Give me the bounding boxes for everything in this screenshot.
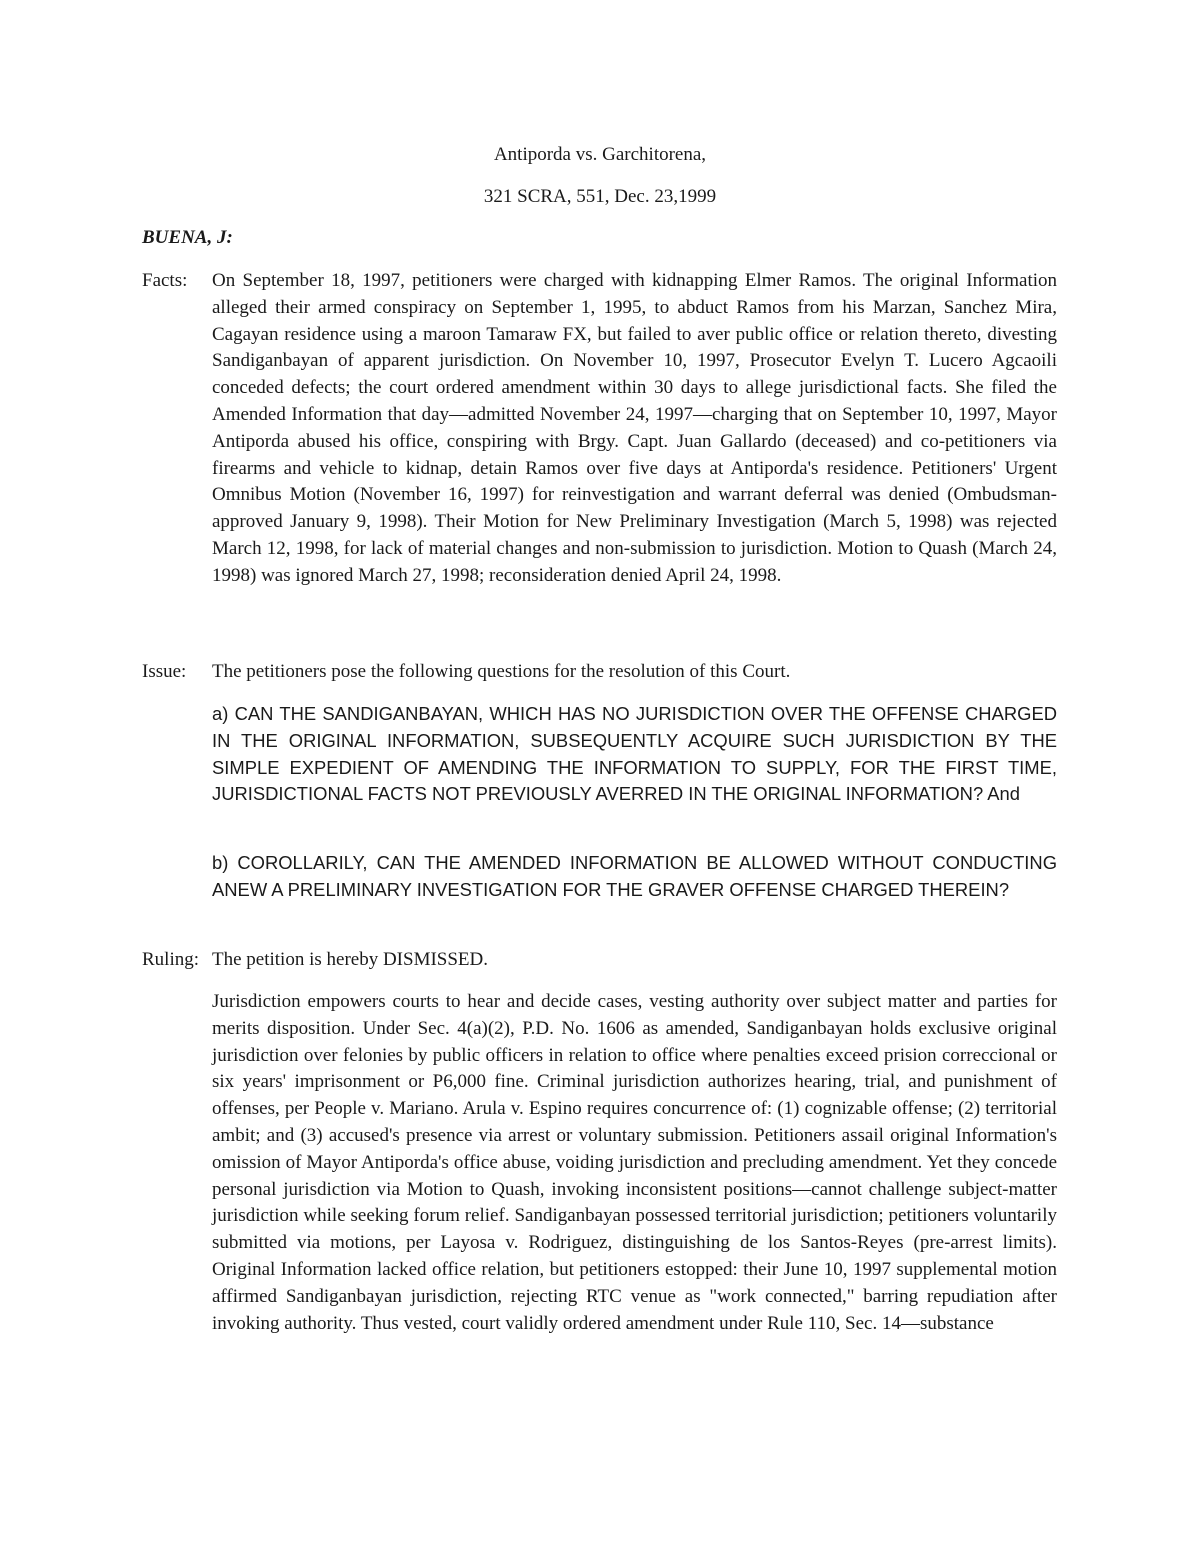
ruling-label: Ruling:: [142, 949, 200, 970]
issue-question-b: b) COROLLARILY, CAN THE AMENDED INFORMATION BE ALLOWED WITHOUT CONDUCTING ANEW A PRELIMINARY INVESTIGATION FOR THE GRAVER OFFENSE CHARGED THEREIN?: [212, 852, 1057, 900]
facts-label: Facts:: [142, 270, 188, 291]
case-citation: 321 SCRA, 551, Dec. 23,1999: [483, 186, 717, 207]
ruling-disposition: The petition is hereby DISMISSED.: [212, 949, 489, 970]
issue-question-a: a) CAN THE SANDIGANBAYAN, WHICH HAS NO JURISDICTION OVER THE OFFENSE CHARGED IN THE ORIGINAL INFORMATION, SUBSEQUENTLY ACQUIRE SUCH JURISDICTION BY THE SIMPLE EXPEDIENT OF AMENDING THE INFORMATION TO SUPPLY, FOR THE FIRST TIME, JURISDICTIONAL FACTS NOT PREVIOUSLY AVERRED IN THE ORIGINAL INFORMATION? And: [212, 703, 1057, 805]
issue-intro: The petitioners pose the following questions for the resolution of this Court.: [212, 661, 791, 682]
case-title: Antiporda vs. Garchitorena,: [493, 144, 707, 165]
facts-text: On September 18, 1997, petitioners were charged with kidnapping Elmer Ramos. The original Information alleged their armed conspiracy on September 1, 1995, to abduct Ramos from his Marzan, Sanchez Mira, Cagayan residence using a maroon Tamaraw FX, but failed to aver public office or relation thereto, divesting Sandiganbayan of apparent jurisdiction. On November 10, 1997, Prosecutor Evelyn T. Lucero Agcaoili conceded defects; the court ordered amendment within 30 days to allege jurisdictional facts. She filed the Amended Information that day—admitted November 24, 1997—charging that on September 10, 1997, Mayor Antiporda abused his office, conspiring with Brgy. Capt. Juan Gallardo (deceased) and co-petitioners via firearms and vehicle to kidnap, detain Ramos over five days at Antiporda's residence. Petitioners' Urgent Omnibus Motion (November 16, 1997) for reinvestigation and warrant deferral was denied (Ombudsman-approved January 9, 1998). Their Motion for New Preliminary Investigation (March 5, 1998) was rejected March 12, 1998, for lack of material changes and non-submission to jurisdiction. Motion to Quash (March 24, 1998) was ignored March 27, 1998; reconsideration denied April 24, 1998.: [212, 270, 1057, 586]
ruling-body: Jurisdiction empowers courts to hear and decide cases, vesting authority over subject matter and parties for merits disposition. Under Sec. 4(a)(2), P.D. No. 1606 as amended, Sandiganbayan holds exclusive original jurisdiction over felonies by public officers in relation to office where penalties exceed prision correccional or six years' imprisonment or P6,000 fine. Criminal jurisdiction authorizes hearing, trial, and punishment of offenses, per People v. Mariano. Arula v. Espino requires concurrence of: (1) cognizable offense; (2) territorial ambit; and (3) accused's presence via arrest or voluntary submission. Petitioners assail original Information's omission of Mayor Antiporda's office abuse, voiding jurisdiction and precluding amendment. Yet they concede personal jurisdiction via Motion to Quash, invoking inconsistent positions—cannot challenge subject-matter jurisdiction while seeking forum relief. Sandiganbayan possessed territorial jurisdiction; petitioners voluntarily submitted via motions, per Layosa v. Rodriguez, distinguishing de los Santos-Reyes (pre-arrest limits). Original Information lacked office relation, but petitioners estopped: their June 10, 1997 supplemental motion affirmed Sandiganbayan jurisdiction, rejecting RTC venue as "work connected," barring repudiation after invoking authority. Thus vested, court validly ordered amendment under Rule 110, Sec. 14—substance: [212, 991, 1057, 1334]
issue-label: Issue:: [142, 661, 187, 682]
ponente: BUENA, J:: [142, 227, 233, 248]
